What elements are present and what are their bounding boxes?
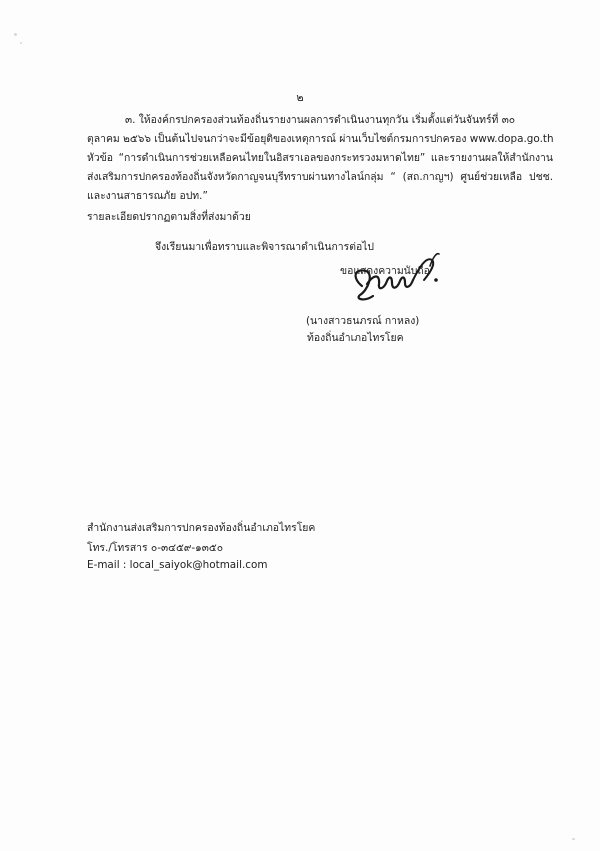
email-address: E-mail : local_saiyok@hotmail.com (87, 559, 268, 571)
scan-speck (14, 33, 17, 36)
closing-line: จึงเรียนมาเพื่อทราบและพิจารณาดำเนินการต่อไป (155, 241, 374, 253)
signer-name: (นางสาวธนภรณ์ กาหลง) (306, 315, 420, 327)
paragraph-line: ตุลาคม ๒๕๖๖ เป็นต้นไปจนกว่าจะมีข้อยุติของเหตุการณ์ ผ่านเว็บไซต์กรมการปกครอง www.dopa.go.th (87, 133, 554, 145)
scan-speck (572, 838, 575, 840)
office-name: สำนักงานส่งเสริมการปกครองท้องถิ่นอำเภอไทรโยค (87, 522, 316, 534)
scan-speck (20, 42, 22, 44)
paragraph-line: ส่งเสริมการปกครองท้องถิ่นจังหวัดกาญจนบุรีทราบผ่านทางไลน์กลุ่ม “ (สถ.กาญฯ) ศูนย์ช่วยเหลือ ปชช. (87, 171, 553, 183)
paragraph-line: ๓. ให้องค์กรปกครองส่วนท้องถิ่นรายงานผลการดำเนินงานทุกวัน เริ่มตั้งแต่วันจันทร์ที่ ๓๐ (125, 114, 516, 126)
signature-icon (340, 238, 450, 318)
regards-text: ขอแสดงความนับถือ (340, 265, 430, 277)
paragraph-line: และงานสาธารณภัย อปท.” (87, 190, 208, 202)
phone-fax: โทร./โทรสาร ๐-๓๔๕๙-๑๓๕๐ (87, 542, 224, 554)
page-number: ๒ (296, 91, 304, 104)
signer-position: ท้องถิ่นอำเภอไทรโยค (307, 332, 404, 344)
paragraph-line: หัวข้อ “การดำเนินการช่วยเหลือคนไทยในอิสราเอลของกระทรวงมหาดไทย” และรายงานผลให้สำนักงาน (87, 152, 553, 164)
attachment-note: รายละเอียดปรากฏตามสิ่งที่ส่งมาด้วย (87, 211, 251, 223)
